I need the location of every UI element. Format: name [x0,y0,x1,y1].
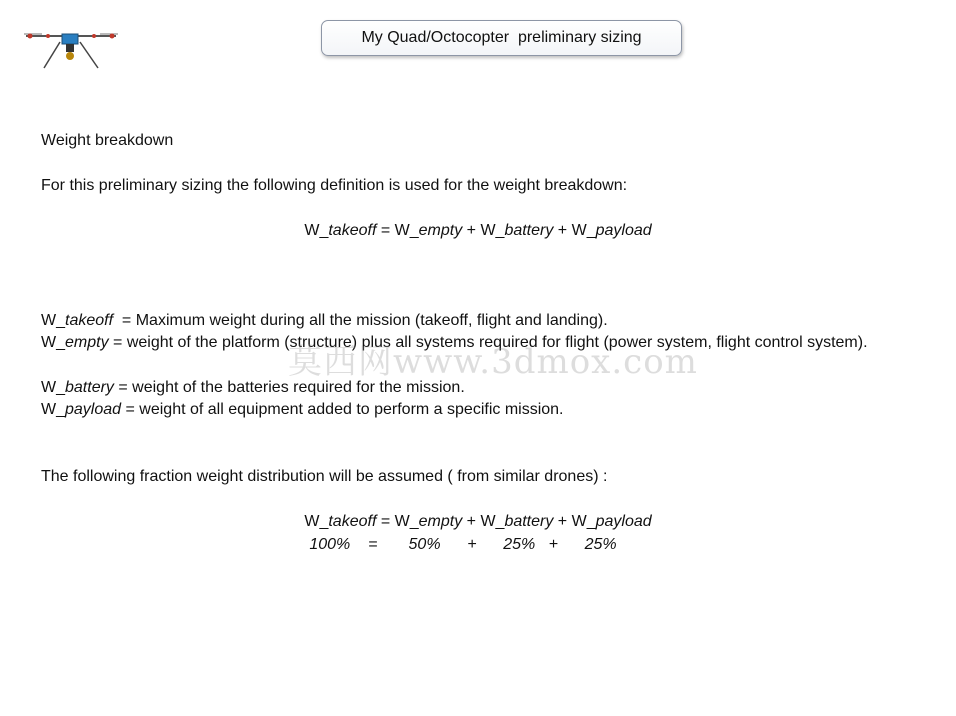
definition-battery: W_battery = weight of the batteries required for the mission. [41,379,465,396]
watermark: 莫西网www.3dmox.com [288,342,698,382]
weight-equation: W_takeoff = W_empty + W_battery + W_payload [304,222,652,239]
definition-payload: W_payload = weight of all equipment added to perform a specific mission. [41,401,564,418]
definition-takeoff: W_takeoff = Maximum weight during all the mission (takeoff, flight and landing). [41,312,608,329]
intro-text: For this preliminary sizing the following definition is used for the weight breakdown: [41,177,628,194]
section-heading: Weight breakdown [41,132,174,149]
distribution-values: 100% = 50% + 25% + 25% [309,536,617,553]
drone-icon [22,22,120,72]
definition-empty: W_empty = weight of the platform (structure) plus all systems required for flight (power system, flight control system). [41,334,868,351]
distribution-intro: The following fraction weight distribution will be assumed ( from similar drones) : [41,468,608,485]
distribution-equation: W_takeoff = W_empty + W_battery + W_payload [304,513,652,530]
page-title: My Quad/Octocopter preliminary sizing [321,20,682,56]
